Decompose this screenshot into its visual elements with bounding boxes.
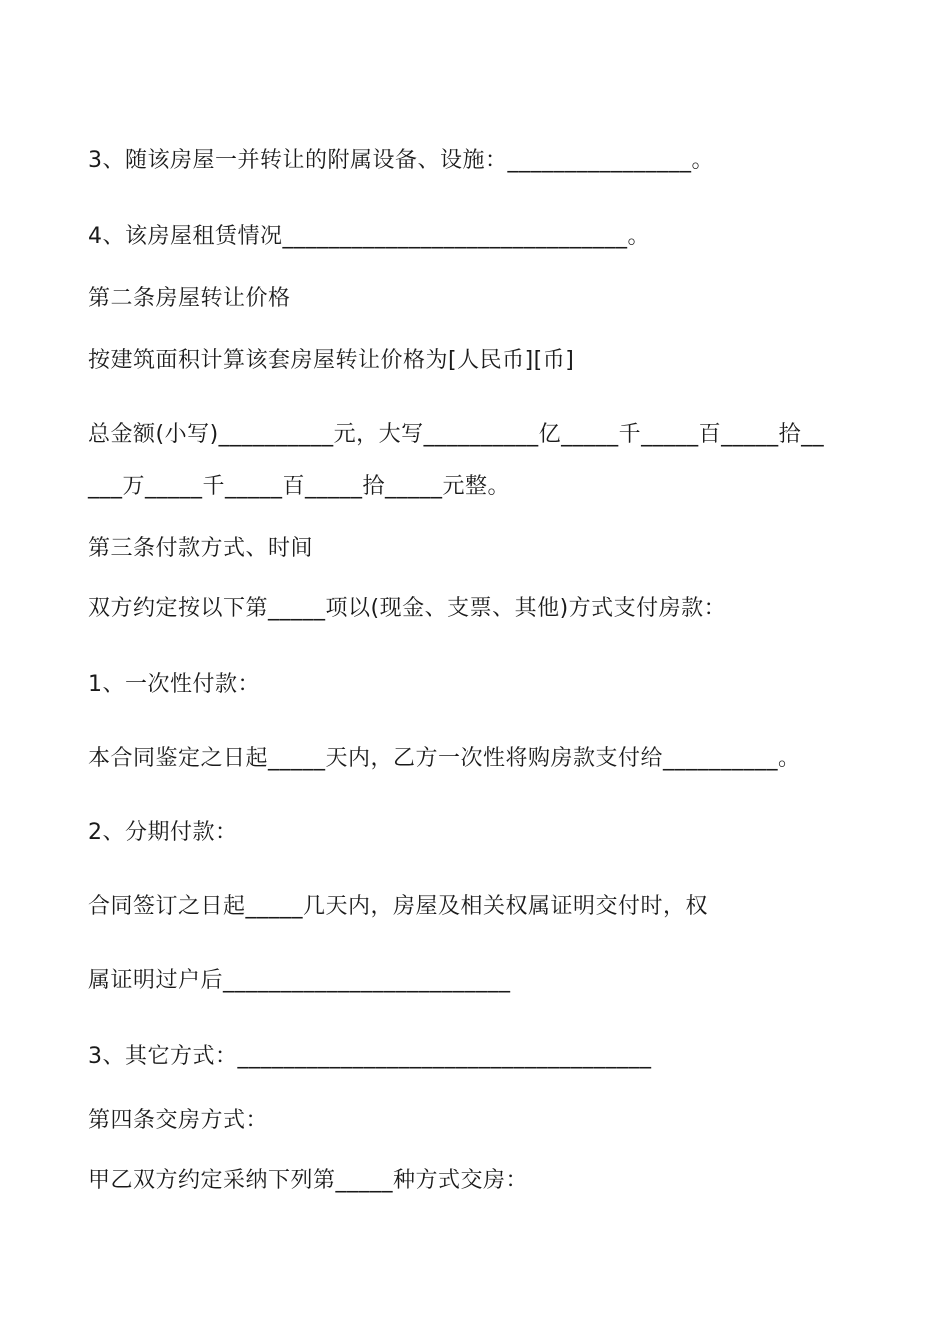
clause-lease-status: 4、该房屋租赁情况______________________________。 [88, 224, 650, 249]
clause-attached-facilities: 3、随该房屋一并转让的附属设备、设施：________________。 [88, 148, 714, 173]
price-basis-text: 按建筑面积计算该套房屋转让价格为[人民币][币] [88, 348, 575, 373]
article-2-heading: 第二条房屋转让价格 [88, 286, 291, 311]
total-amount-line-2: ___万_____千_____百_____拾_____元整。 [88, 474, 511, 499]
payment-option-2: 2、分期付款： [88, 820, 238, 845]
payment-agreement-text: 双方约定按以下第_____项以(现金、支票、其他)方式支付房款： [88, 596, 727, 621]
article-3-heading: 第三条付款方式、时间 [88, 536, 314, 561]
payment-option-1: 1、一次性付款： [88, 672, 260, 697]
handover-method-text: 甲乙双方约定采纳下列第_____种方式交房： [88, 1168, 529, 1193]
lump-sum-payment-text: 本合同鉴定之日起_____天内，乙方一次性将购房款支付给__________。 [88, 746, 801, 771]
total-amount-line-1: 总金额(小写)__________元，大写__________亿_____千_____百_____拾__ [88, 422, 825, 447]
ownership-transfer-text: 属证明过户后_________________________ [88, 968, 511, 993]
article-4-heading: 第四条交房方式： [88, 1108, 269, 1133]
payment-option-3: 3、其它方式：____________________________________ [88, 1044, 652, 1069]
installment-payment-text: 合同签订之日起_____几天内，房屋及相关权属证明交付时，权 [88, 894, 709, 919]
